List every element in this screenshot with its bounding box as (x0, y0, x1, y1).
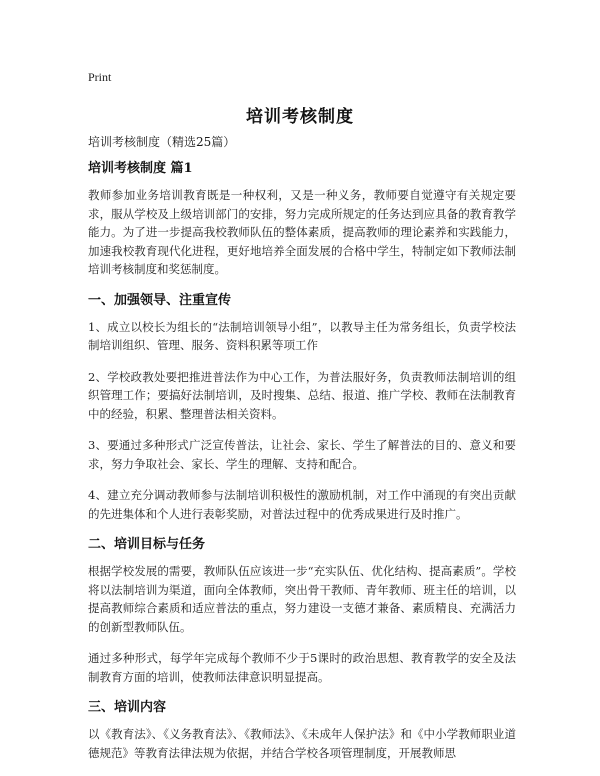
document-body (88, 133, 516, 775)
section-paragraph: 根据学校发展的需要，教师队伍应该进一步“充实队伍、优化结构、提高素质”。学校将以法制培训为渠道，面向全体教师，突出骨干教师、青年教师、班主任的培训，以提高教师综合素质和适应普法的重点，努力建设一支德才兼备、素质精良、充满活力的创新型教师队伍。 (88, 564, 516, 634)
section-paragraph: 4、建立充分调动教师参与法制培训积极性的激励机制，对工作中涌现的有突出贡献的先进集体和个人进行表彰奖励，对普法过程中的优秀成果进行及时推广。 (88, 488, 516, 521)
section-heading-leadership: 一、加强领导、注重宣传 (88, 292, 232, 308)
section-heading-goals: 二、培训目标与任务 (88, 537, 206, 552)
intro-paragraph: 教师参加业务培训教育既是一种权利，又是一种义务，教师要自觉遵守有关规定要求，服从学校及上级培训部门的安排，努力完成所规定的任务达到应具备的教育教学能力。为了进一步提高我校教师队伍的整体素质，提高教师的理论素养和实践能力，加速我校教育现代化进程，更好地培养全面发展的合格中学生，特制定如下教师法制培训考核制度和奖惩制度。 (88, 188, 516, 276)
section-paragraph: 以《教育法》、《义务教育法》、《教师法》、《未成年人保护法》和《中小学教师职业道德规范》等教育法律法规为依据，并结合学校各项管理制度，开展教师思 (88, 727, 516, 760)
section-paragraph: 2、学校政教处要把推进普法作为中心工作，为普法服好务，负责教师法制培训的组织管理工作；要搞好法制培训，及时搜集、总结、报道、推广学校、教师在法制教育中的经验，积累、整理普法相关资料。 (88, 369, 516, 421)
section-paragraph: 3、要通过多种形式广泛宣传普法，让社会、家长、学生了解普法的目的、意义和要求，努力争取社会、家长、学生的理解、支持和配合。 (88, 438, 516, 471)
page-title: 培训考核制度 (246, 107, 354, 127)
section-heading-content: 三、培训内容 (88, 700, 167, 715)
part-heading: 培训考核制度 篇1 (88, 161, 193, 176)
section-paragraph: 通过多种形式，每学年完成每个教师不少于5课时的政治思想、教育教学的安全及法制教育方面的培训，使教师法律意识明显提高。 (88, 651, 516, 684)
document-subtitle: 培训考核制度（精选25篇） (88, 135, 236, 149)
print-link[interactable]: Print (88, 70, 112, 84)
section-paragraph: 1、成立以校长为组长的“法制培训领导小组”，以教导主任为常务组长，负责学校法制培训组织、管理、服务、资料积累等项工作 (88, 319, 516, 352)
